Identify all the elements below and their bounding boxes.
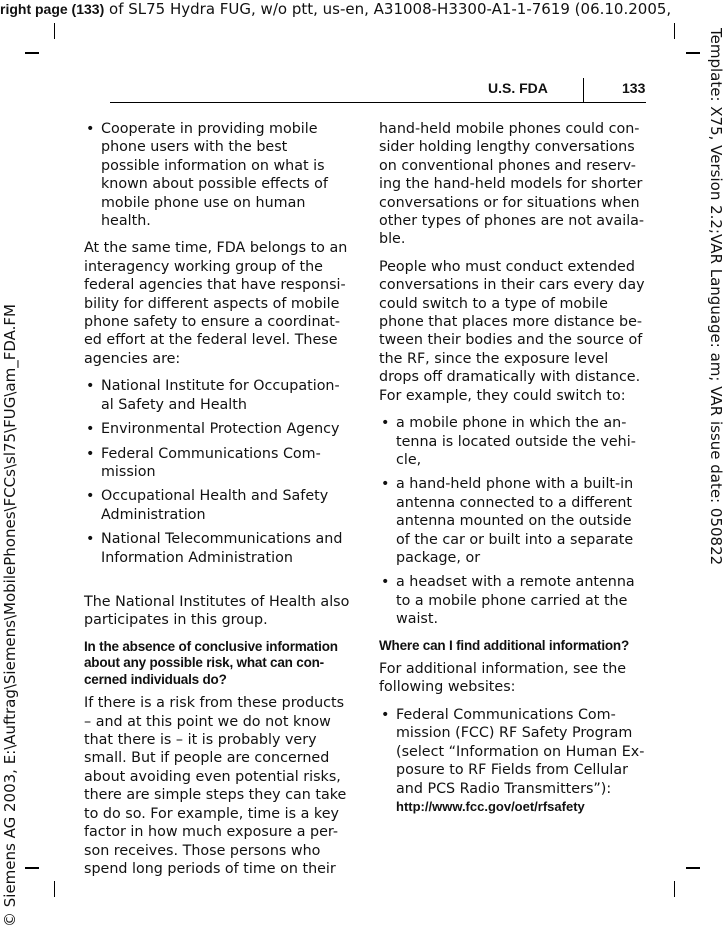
list-item: • a hand-held phone with a built-in antenna connected to a different antenna mounted on the outside of the car or built into a separate package, or [379,475,649,567]
section-heading: In the absence of conclusive information about any possible risk, what can con-cerned individuals do? [84,638,338,687]
list-item: • Occupational Health and Safety Administration [84,487,350,524]
websites-list [379,706,649,816]
crop-mark [686,52,700,54]
list-item: • Federal Communications Com-mission [84,445,350,482]
options-list [379,414,649,628]
body-paragraph: People who must conduct extended conversations in their cars every day could switch to a type of mobile phone that places more distance be-tween their bodies and the source of the RF, since the exposure level drops off dramatically with distance. For example, they could switch to: [379,258,645,404]
crop-mark [54,23,55,39]
list-item: • National Institute for Occupation-al Safety and Health [84,377,350,414]
copyright-margin-text: © Siemens AG 2003, E:\Auftrag\Siemens\MobilePhones\FCCs\sl75\FUG\am_FDA.FM [1,304,19,927]
header-divider [583,78,584,103]
cooperate-list [84,120,350,230]
list-item [379,706,649,816]
print-metadata-text: of SL75 Hydra FUG, w/o ptt, us-en, A31008-H3300-A1-1-7619 (06.10.2005, [104,0,672,18]
crop-mark [674,881,675,897]
page-number: 133 [622,80,646,96]
header-rule [110,102,646,103]
section-heading: Where can I find additional information? [379,637,630,653]
right-column [379,120,649,825]
crop-mark [25,52,39,54]
left-column [84,120,350,887]
crop-mark [54,881,55,897]
template-margin-text: Template: X75, Version 2.2;VAR Language: am; VAR issue date: 050822 [707,28,725,566]
website-description: Federal Communications Com-mission (FCC) RF Safety Program (select “Information on Human Ex-posure to RF Fields from Cellular and PCS Radio Transmitters”): [396,706,645,797]
running-header-title: U.S. FDA [488,80,548,96]
body-paragraph: If there is a risk from these products – and at this point we do not know that there is – it is probably very small. But if people are concerned about avoiding even potential risks, there are simple steps they can take to do so. For example, time is a key factor in how much exposure a per-son receives. Those persons who spend long periods of time on their [84,695,347,877]
list-item: • Environmental Protection Agency [84,420,350,438]
list-item: • National Telecommunications and Information Administration [84,530,350,567]
body-paragraph: hand-held mobile phones could con-sider holding lengthy conversations on conventional phones and reserv-ing the hand-held models for shorter conversations or for situations when other types of phones are not availa-ble. [379,121,645,248]
agencies-list [84,377,350,567]
list-item: • a headset with a remote antenna to a mobile phone carried at the waist. [379,573,649,628]
crop-mark [25,867,39,869]
body-paragraph: At the same time, FDA belongs to an interagency working group of the federal agencies that have responsi-bility for different aspects of mobile phone safety to ensure a coordinat-ed effort at the federal level. These agencies are: [84,240,348,367]
print-metadata-line [0,0,726,19]
print-metadata-prefix: right page (133) [0,1,105,17]
body-paragraph: For additional information, see the following websites: [379,661,627,696]
list-item: • Cooperate in providing mobile phone users with the best possible information on what is known about possible effects of mobile phone use on human health. [84,120,350,230]
list-item: • a mobile phone in which the an-tenna is located outside the vehi-cle, [379,414,649,469]
crop-mark [674,23,675,39]
crop-mark [686,867,700,869]
body-paragraph: The National Institutes of Health also participates in this group. [84,593,350,629]
website-link[interactable]: http://www.fcc.gov/oet/rfsafety [396,798,585,814]
